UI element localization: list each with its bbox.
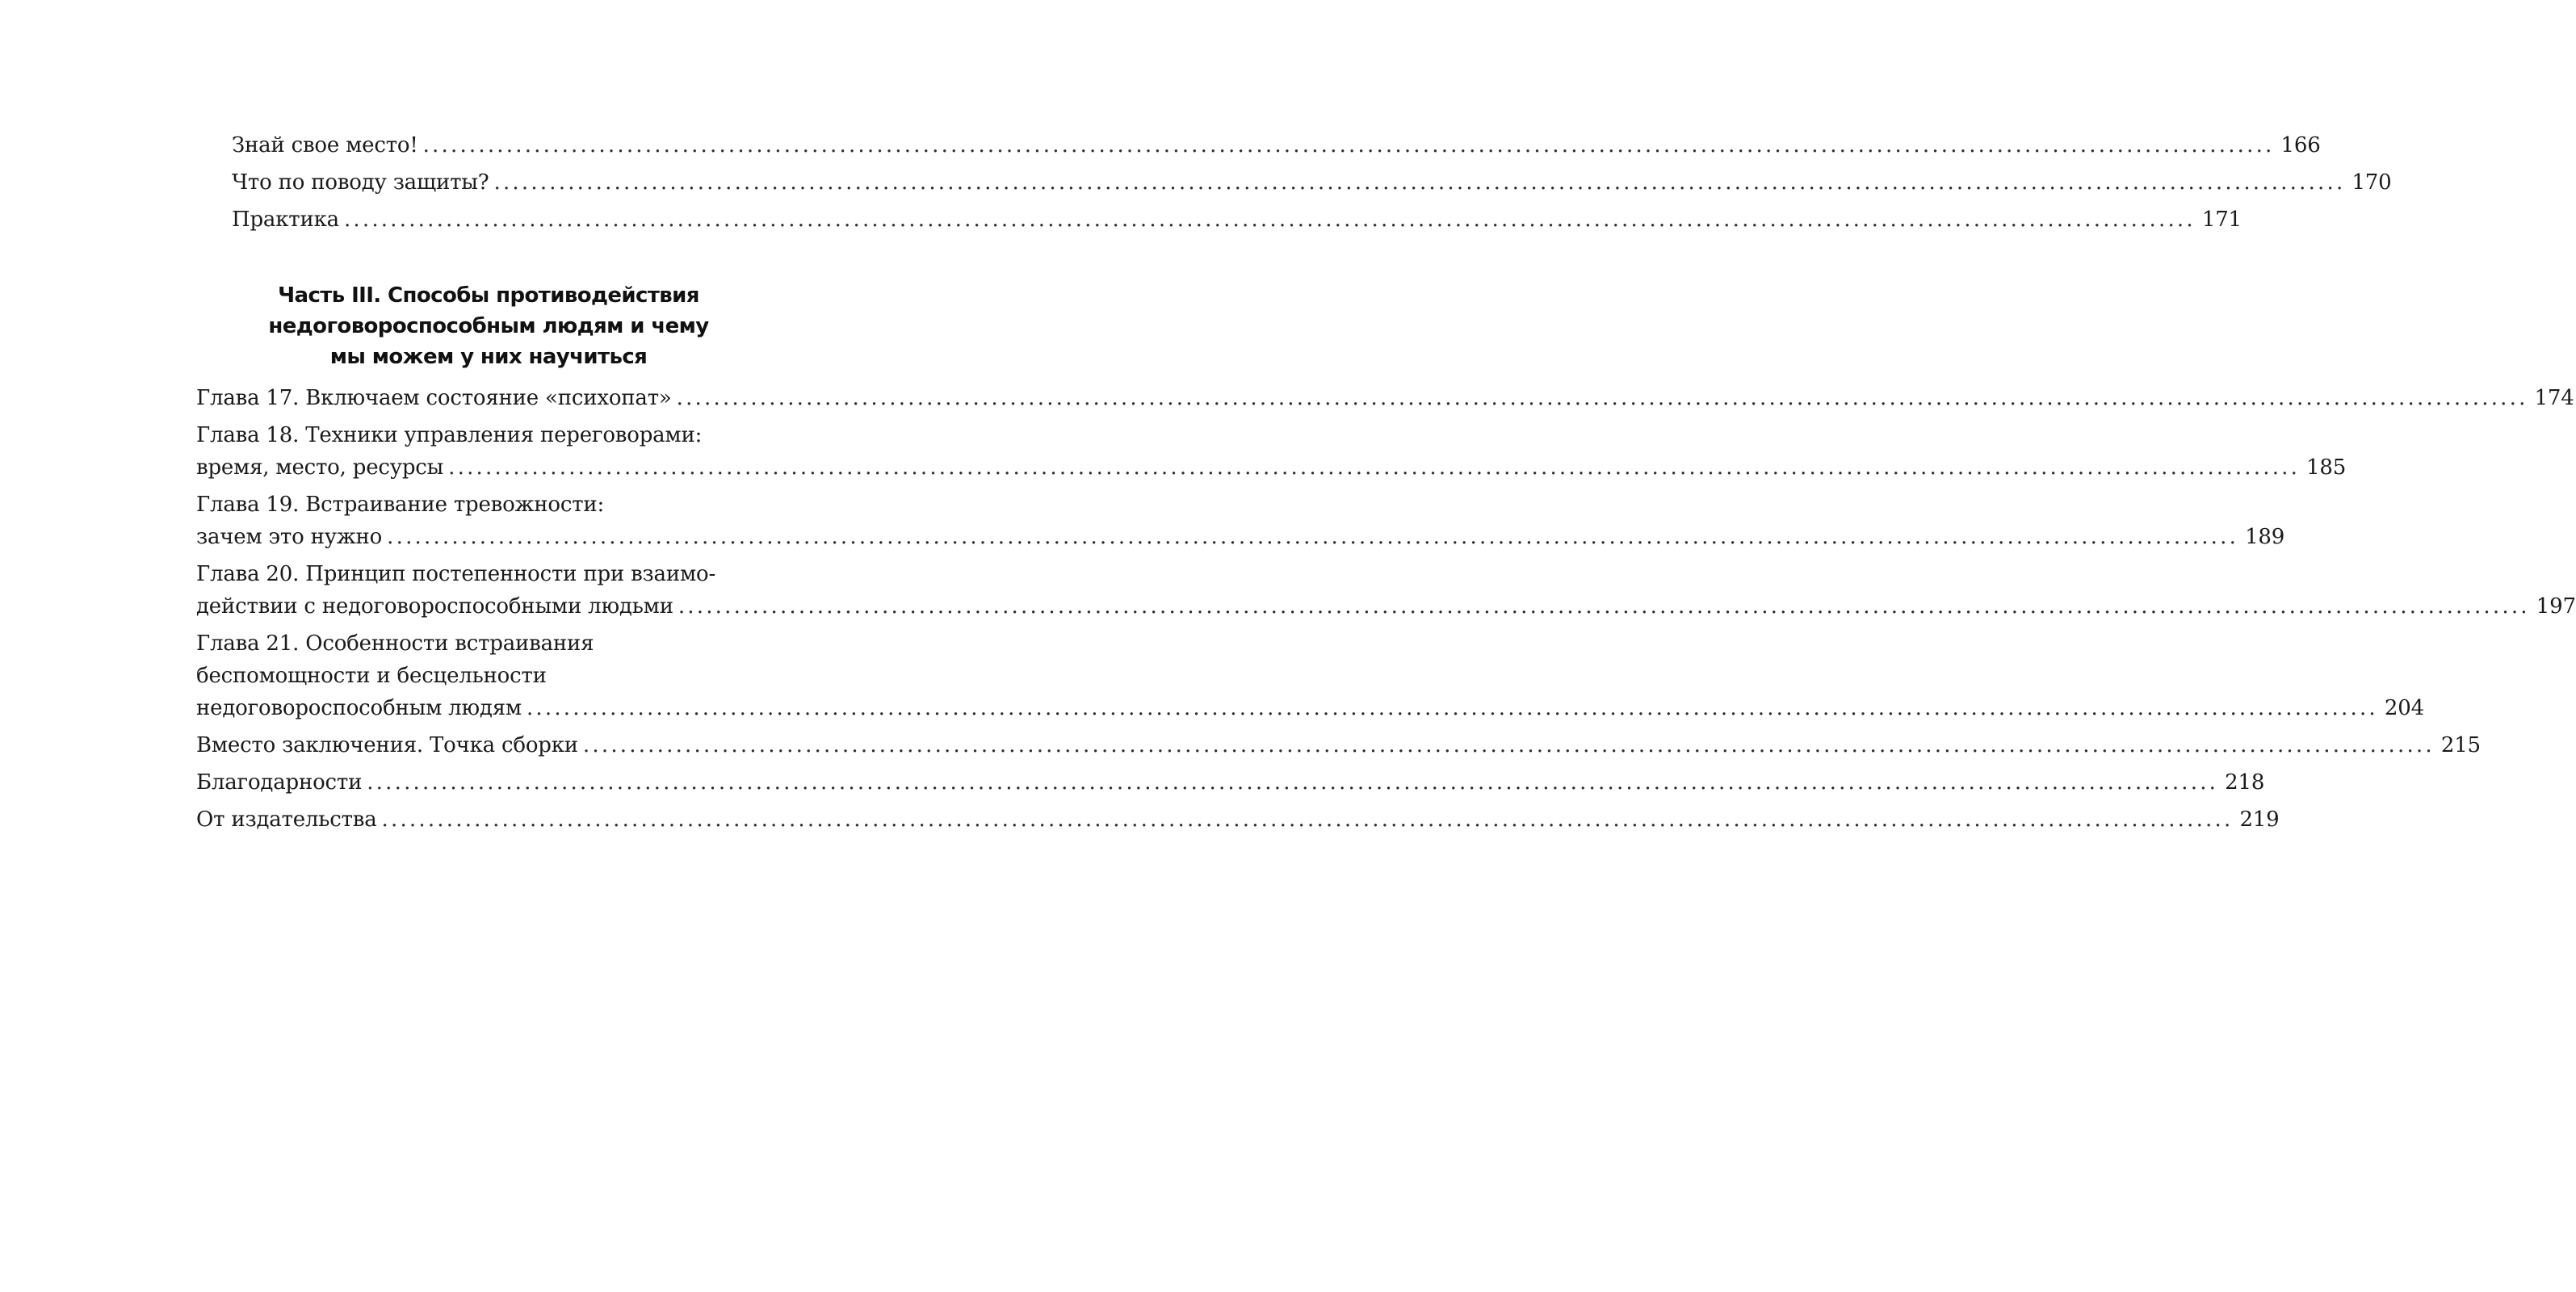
toc-entry-title: действии с недоговороспособными людьми — [196, 594, 673, 619]
toc-page-number: 219 — [2239, 808, 2280, 832]
toc-entry-conclusion[interactable] — [196, 729, 2481, 761]
toc-entry-title: недоговороспособным людям — [196, 696, 522, 720]
dot-leader: ........................................................................................................................................................................................................ — [343, 208, 2196, 232]
toc-main-section — [196, 382, 2576, 841]
toc-entry-title: Вместо заключения. Точка сборки — [196, 733, 578, 757]
toc-page-number: 204 — [2384, 696, 2424, 720]
dot-leader: ........................................................................................................................................................................................................ — [448, 455, 2301, 480]
dot-leader: ........................................................................................................................................................................................................ — [678, 594, 2530, 619]
toc-entry-title: Практика — [232, 208, 339, 232]
dot-leader: ........................................................................................................................................................................................................ — [676, 386, 2528, 410]
toc-entry-title: зачем это нужно — [196, 525, 383, 549]
toc-page-number: 170 — [2352, 170, 2392, 195]
toc-page-number: 218 — [2225, 770, 2265, 795]
toc-entry-title: От издательства — [196, 808, 377, 832]
toc-page-number: 189 — [2245, 525, 2285, 549]
toc-top-section — [232, 129, 2392, 241]
part-heading — [196, 280, 781, 372]
toc-page-number: 166 — [2280, 133, 2321, 157]
toc-page-number: 215 — [2440, 733, 2481, 757]
toc-entry-title: Знай свое место! — [232, 133, 418, 157]
toc-entry-chapter-17[interactable] — [196, 382, 2574, 414]
dot-leader: ........................................................................................................................................................................................................ — [387, 525, 2239, 549]
toc-page-number: 174 — [2534, 386, 2574, 410]
part-heading-line: Часть III. Способы противодействия — [278, 283, 699, 308]
toc-entry-chapter-21[interactable] — [196, 627, 2424, 724]
toc-entry-title: Что по поводу защиты? — [232, 170, 489, 195]
toc-entry-title: Глава 17. Включаем состояние «психопат» — [196, 386, 672, 410]
toc-entry-chapter-18[interactable] — [196, 419, 2347, 484]
toc-entry-chapter-19[interactable] — [196, 489, 2285, 553]
part-heading-line: мы можем у них научиться — [329, 345, 648, 369]
toc-page-number: 171 — [2201, 208, 2242, 232]
dot-leader: ........................................................................................................................................................................................................ — [367, 770, 2219, 795]
toc-entry-title: Благодарности — [196, 770, 363, 795]
toc-entry-title-line: Глава 18. Техники управления переговорами: — [196, 423, 703, 447]
toc-entry[interactable] — [232, 129, 2321, 162]
toc-entry[interactable] — [232, 203, 2242, 236]
toc-entry-chapter-20[interactable] — [196, 558, 2576, 623]
toc-entry-acknowledgements[interactable] — [196, 766, 2265, 799]
toc-page-number: 197 — [2536, 594, 2576, 619]
dot-leader: ........................................................................................................................................................................................................ — [582, 733, 2435, 757]
toc-entry-publisher[interactable] — [196, 803, 2280, 836]
toc-entry[interactable] — [232, 166, 2392, 199]
part-heading-line: недоговороспособным людям и чему — [268, 314, 709, 338]
dot-leader: ........................................................................................................................................................................................................ — [526, 696, 2378, 720]
dot-leader: ........................................................................................................................................................................................................ — [422, 133, 2275, 157]
toc-entry-title: время, место, ресурсы — [196, 455, 444, 480]
toc-entry-title-line: Глава 21. Особенности встраивания — [196, 631, 594, 656]
toc-entry-title-line: Глава 19. Встраивание тревожности: — [196, 493, 605, 517]
dot-leader: ........................................................................................................................................................................................................ — [493, 170, 2346, 195]
toc-entry-title-line: беспомощности и бесцельности — [196, 664, 547, 688]
toc-page-number: 185 — [2306, 455, 2347, 480]
toc-entry-title-line: Глава 20. Принцип постепенности при взаимо- — [196, 562, 716, 586]
dot-leader: ........................................................................................................................................................................................................ — [381, 808, 2234, 832]
